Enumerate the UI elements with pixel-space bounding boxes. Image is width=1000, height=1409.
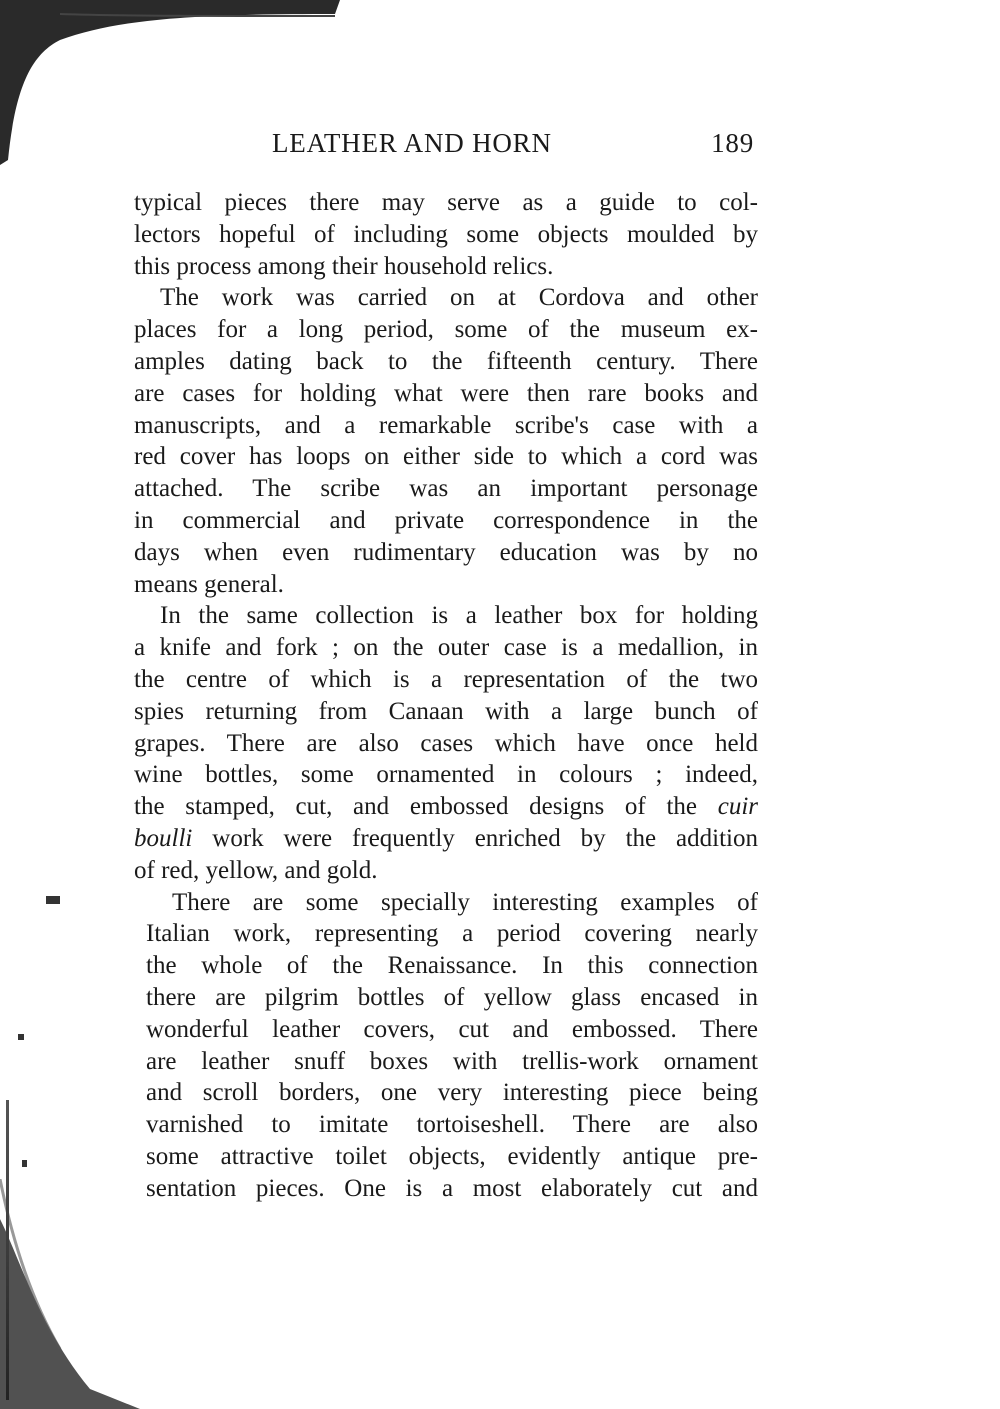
running-title: LEATHER AND HORN [272,128,552,158]
text-line: In the same collection is a leather box for holding [160,602,758,630]
text-line: spies returning from Canaan with a large bunch of [134,697,758,725]
text-line: days when even rudimentary education was by no [134,538,758,566]
text-line: wonderful leather covers, cut and embossed. There [146,1015,758,1043]
scan-shadow-bottom [0,1179,140,1409]
text-line: amples dating back to the fifteenth century. There [134,347,758,375]
text-line: some attractive toilet objects, evidently antique pre- [146,1142,758,1170]
text-line: of red, yellow, and gold. [134,856,378,884]
italic-term: boulli [134,824,193,852]
text-line: and scroll borders, one very interesting piece being [146,1079,758,1107]
text-line: Italian work, representing a period covering nearly [146,920,758,948]
text-line: places for a long period, some of the museum ex- [134,316,758,344]
text-line: lectors hopeful of including some objects moulded by [134,220,758,248]
text-line: sentation pieces. One is a most elaborately cut and [146,1174,758,1202]
text-line: varnished to imitate tortoiseshell. There are also [146,1111,758,1139]
text-line: attached. The scribe was an important personage [134,475,758,503]
text-line: means general. [134,570,284,598]
text-line: grapes. There are also cases which have once held [134,729,758,757]
page-number: 189 [711,128,754,158]
text-line: are cases for holding what were then rare books and [134,379,758,407]
text-line: this process among their household relics. [134,252,554,280]
text-line: typical pieces there may serve as a guide to col- [134,189,758,216]
text-line-with-italic [134,823,758,855]
scan-speck [18,1034,24,1040]
text-line: a knife and fork ; on the outer case is a medallion, in [134,634,758,662]
italic-term: cuir [717,793,758,821]
text-line-with-italic [134,791,758,823]
running-head [272,128,754,168]
text-line: wine bottles, some ornamented in colours ; indeed, [134,761,758,789]
text-line: the whole of the Renaissance. In this connection [146,952,758,980]
text-line: There are some specially interesting examples of [172,888,758,916]
text-line: manuscripts, and a remarkable scribe's case with a [134,411,758,439]
body-text [134,187,758,1205]
text-line-segment: the stamped, cut, and embossed designs of the [134,793,697,821]
text-line: red cover has loops on either side to which a cord was [134,443,758,471]
text-line: in commercial and private correspondence in the [134,506,758,534]
text-line-segment: work were frequently enriched by the addition [212,824,758,852]
text-line: there are pilgrim bottles of yellow glass encased in [146,983,758,1011]
text-line: The work was carried on at Cordova and other [160,284,758,312]
text-line: the centre of which is a representation of the two [134,665,758,693]
scan-edge-line [6,1100,9,1400]
text-line: are leather snuff boxes with trellis-work ornament [146,1047,758,1075]
scan-speck [46,896,60,904]
scan-speck [22,1160,27,1167]
